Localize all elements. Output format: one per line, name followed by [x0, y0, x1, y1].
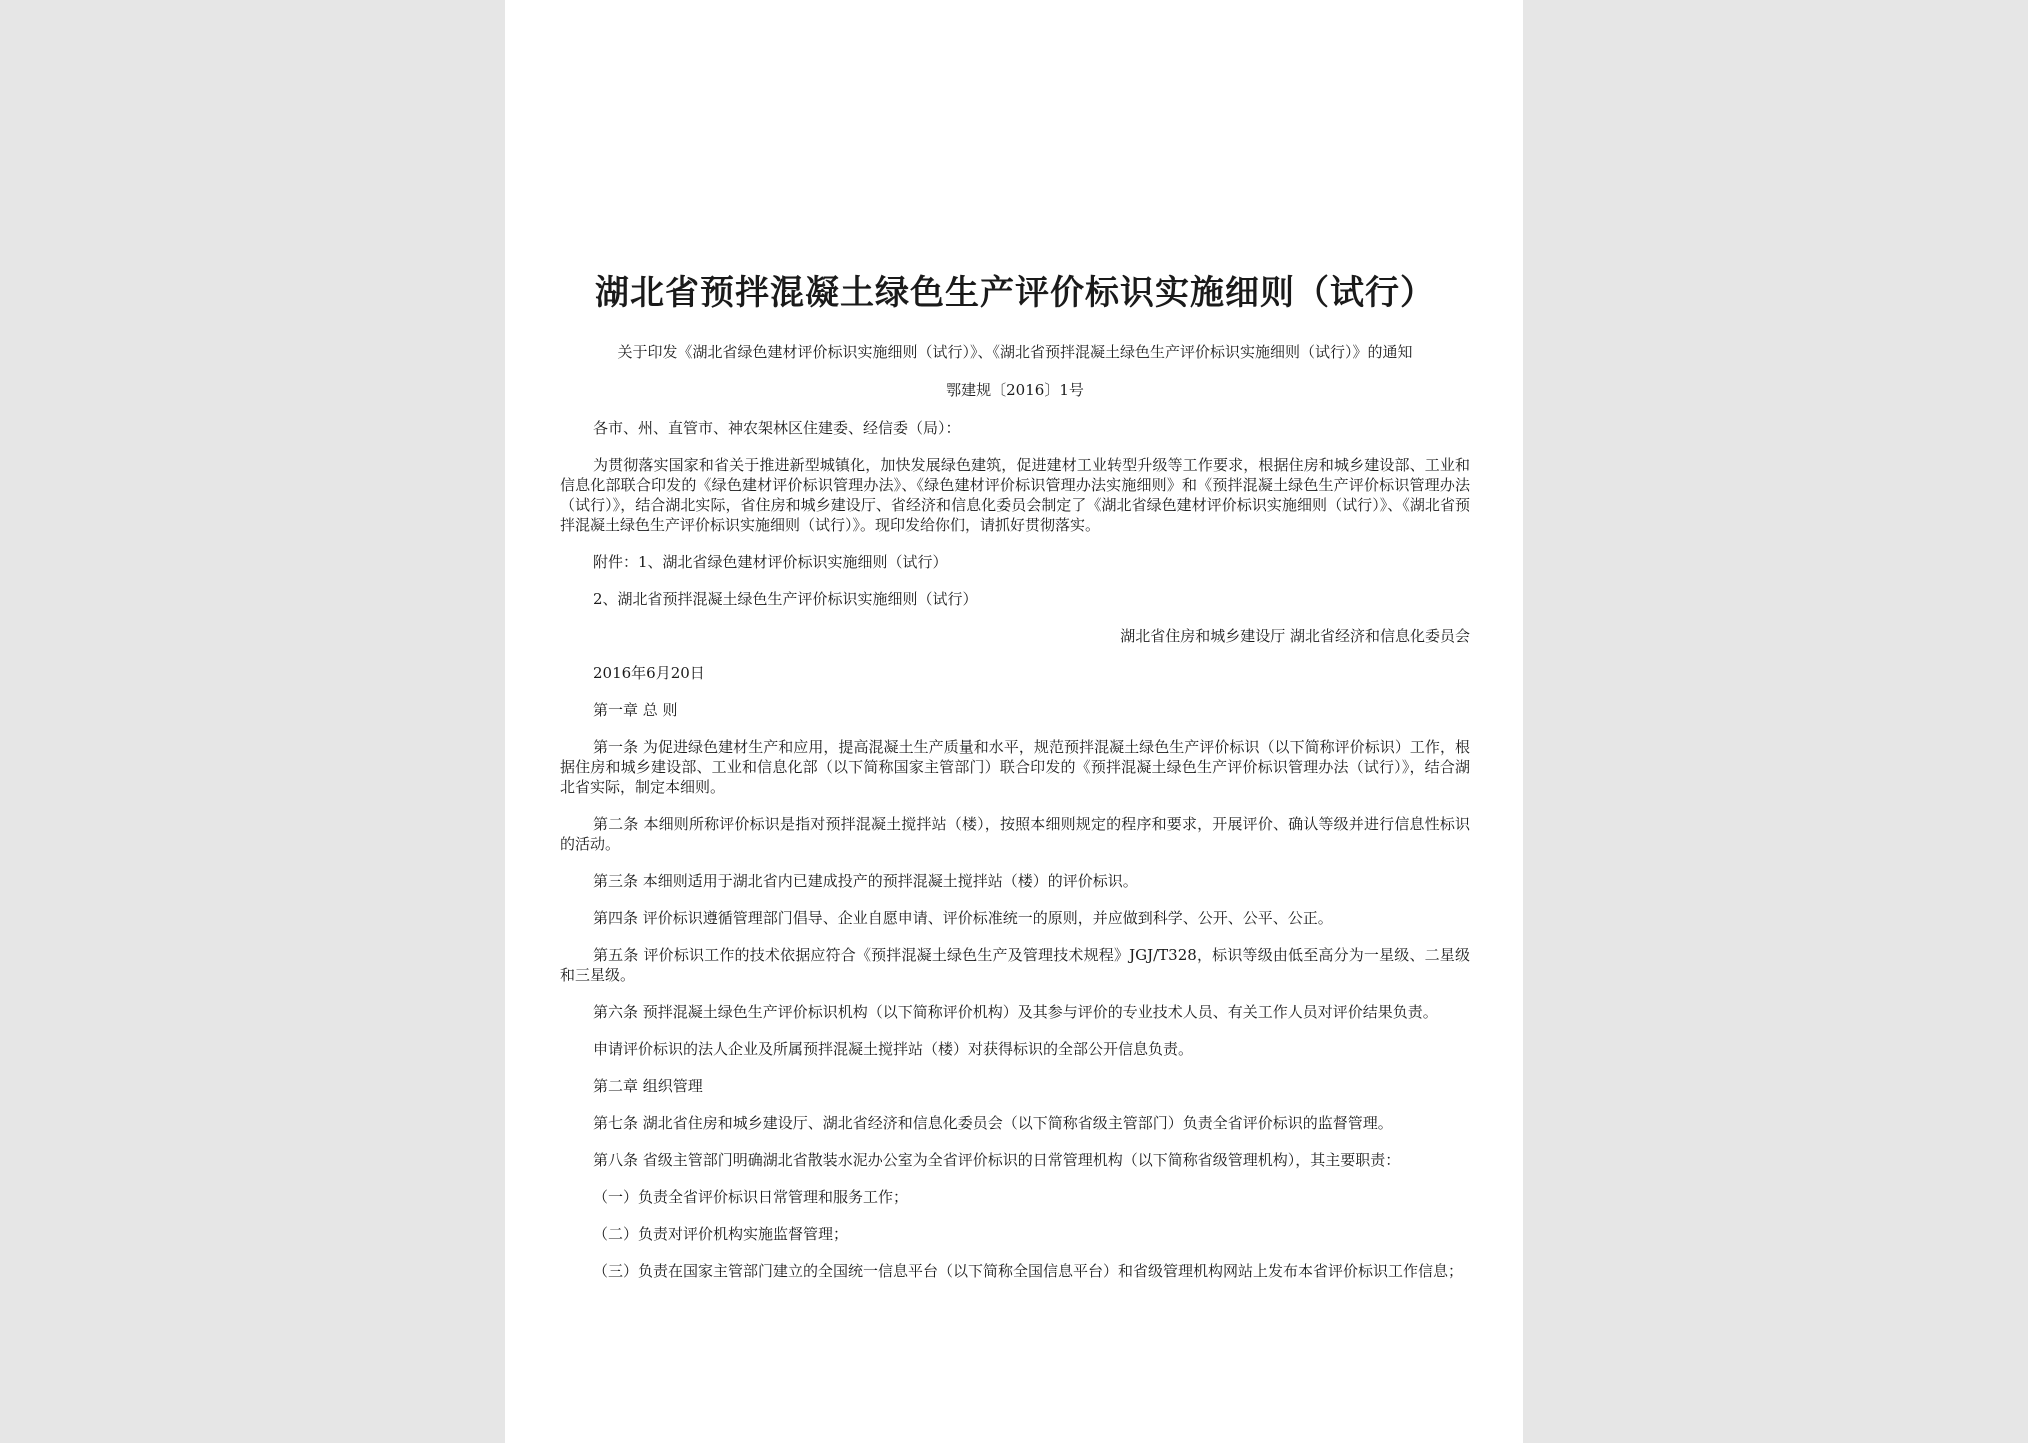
duty-item: （二）负责对评价机构实施监督管理； [593, 1225, 849, 1243]
article: 第一条 为促进绿色建材生产和应用，提高混凝土生产质量和水平，规范预拌混凝土绿色生产评价标识（以下简称评价标识）工作，根据住房和城乡建设部、工业和信息化部（以下简称国家主管部门）联合印发的《预拌混凝土绿色生产评价标识管理办法（试行）》，结合湖北省实际，制定本细则。 [560, 738, 1470, 796]
article: 第三条 本细则适用于湖北省内已建成投产的预拌混凝土搅拌站（楼）的评价标识。 [593, 872, 1138, 890]
chapter-heading: 第一章 总 则 [593, 701, 678, 719]
article: 第四条 评价标识遵循管理部门倡导、企业自愿申请、评价标准统一的原则，并应做到科学、公开、公平、公正。 [593, 909, 1333, 927]
duty-item: （一）负责全省评价标识日常管理和服务工作； [593, 1188, 909, 1206]
article: 第五条 评价标识工作的技术依据应符合《预拌混凝土绿色生产及管理技术规程》JGJ/T328，标识等级由低至高分为一星级、二星级和三星级。 [560, 946, 1470, 984]
article: 申请评价标识的法人企业及所属预拌混凝土搅拌站（楼）对获得标识的全部公开信息负责。 [593, 1040, 1194, 1058]
article: 第八条 省级主管部门明确湖北省散装水泥办公室为全省评价标识的日常管理机构（以下简称省级管理机构），其主要职责： [593, 1151, 1401, 1169]
issuer: 湖北省住房和城乡建设厅 湖北省经济和信息化委员会 [1120, 627, 1470, 645]
attachment-item: 附件：1、湖北省绿色建材评价标识实施细则（试行） [593, 553, 948, 571]
article: 第七条 湖北省住房和城乡建设厅、湖北省经济和信息化委员会（以下简称省级主管部门）负责全省评价标识的监督管理。 [593, 1114, 1393, 1132]
notice-title: 关于印发《湖北省绿色建材评价标识实施细则（试行）》、《湖北省预拌混凝土绿色生产评价标识实施细则（试行）》的通知 [617, 343, 1413, 361]
attachment-item: 2、湖北省预拌混凝土绿色生产评价标识实施细则（试行） [593, 590, 978, 608]
document-number: 鄂建规〔2016〕1号 [946, 381, 1084, 399]
intro-paragraph: 为贯彻落实国家和省关于推进新型城镇化，加快发展绿色建筑，促进建材工业转型升级等工作要求，根据住房和城乡建设部、工业和信息化部联合印发的《绿色建材评价标识管理办法》、《绿色建材评价标识管理办法实施细则》和《预拌混凝土绿色生产评价标识管理办法（试行）》，结合湖北实际，省住房和城乡建设厅、省经济和信息化委员会制定了《湖北省绿色建材评价标识实施细则（试行）》、《湖北省预拌混凝土绿色生产评价标识实施细则（试行）》。现印发给你们，请抓好贯彻落实。 [560, 456, 1470, 534]
document-title: 湖北省预拌混凝土绿色生产评价标识实施细则（试行） [595, 273, 1435, 313]
duty-item: （三）负责在国家主管部门建立的全国统一信息平台（以下简称全国信息平台）和省级管理机构网站上发布本省评价标识工作信息； [593, 1262, 1464, 1280]
document-page [505, 0, 1523, 1443]
issue-date: 2016年6月20日 [593, 664, 705, 682]
chapter-heading: 第二章 组织管理 [593, 1077, 703, 1095]
article: 第二条 本细则所称评价标识是指对预拌混凝土搅拌站（楼），按照本细则规定的程序和要求，开展评价、确认等级并进行信息性标识的活动。 [560, 815, 1470, 853]
document-content [560, 265, 1470, 1298]
addressee: 各市、州、直管市、神农架林区住建委、经信委（局）： [593, 419, 961, 437]
article: 第六条 预拌混凝土绿色生产评价标识机构（以下简称评价机构）及其参与评价的专业技术人员、有关工作人员对评价结果负责。 [593, 1003, 1438, 1021]
